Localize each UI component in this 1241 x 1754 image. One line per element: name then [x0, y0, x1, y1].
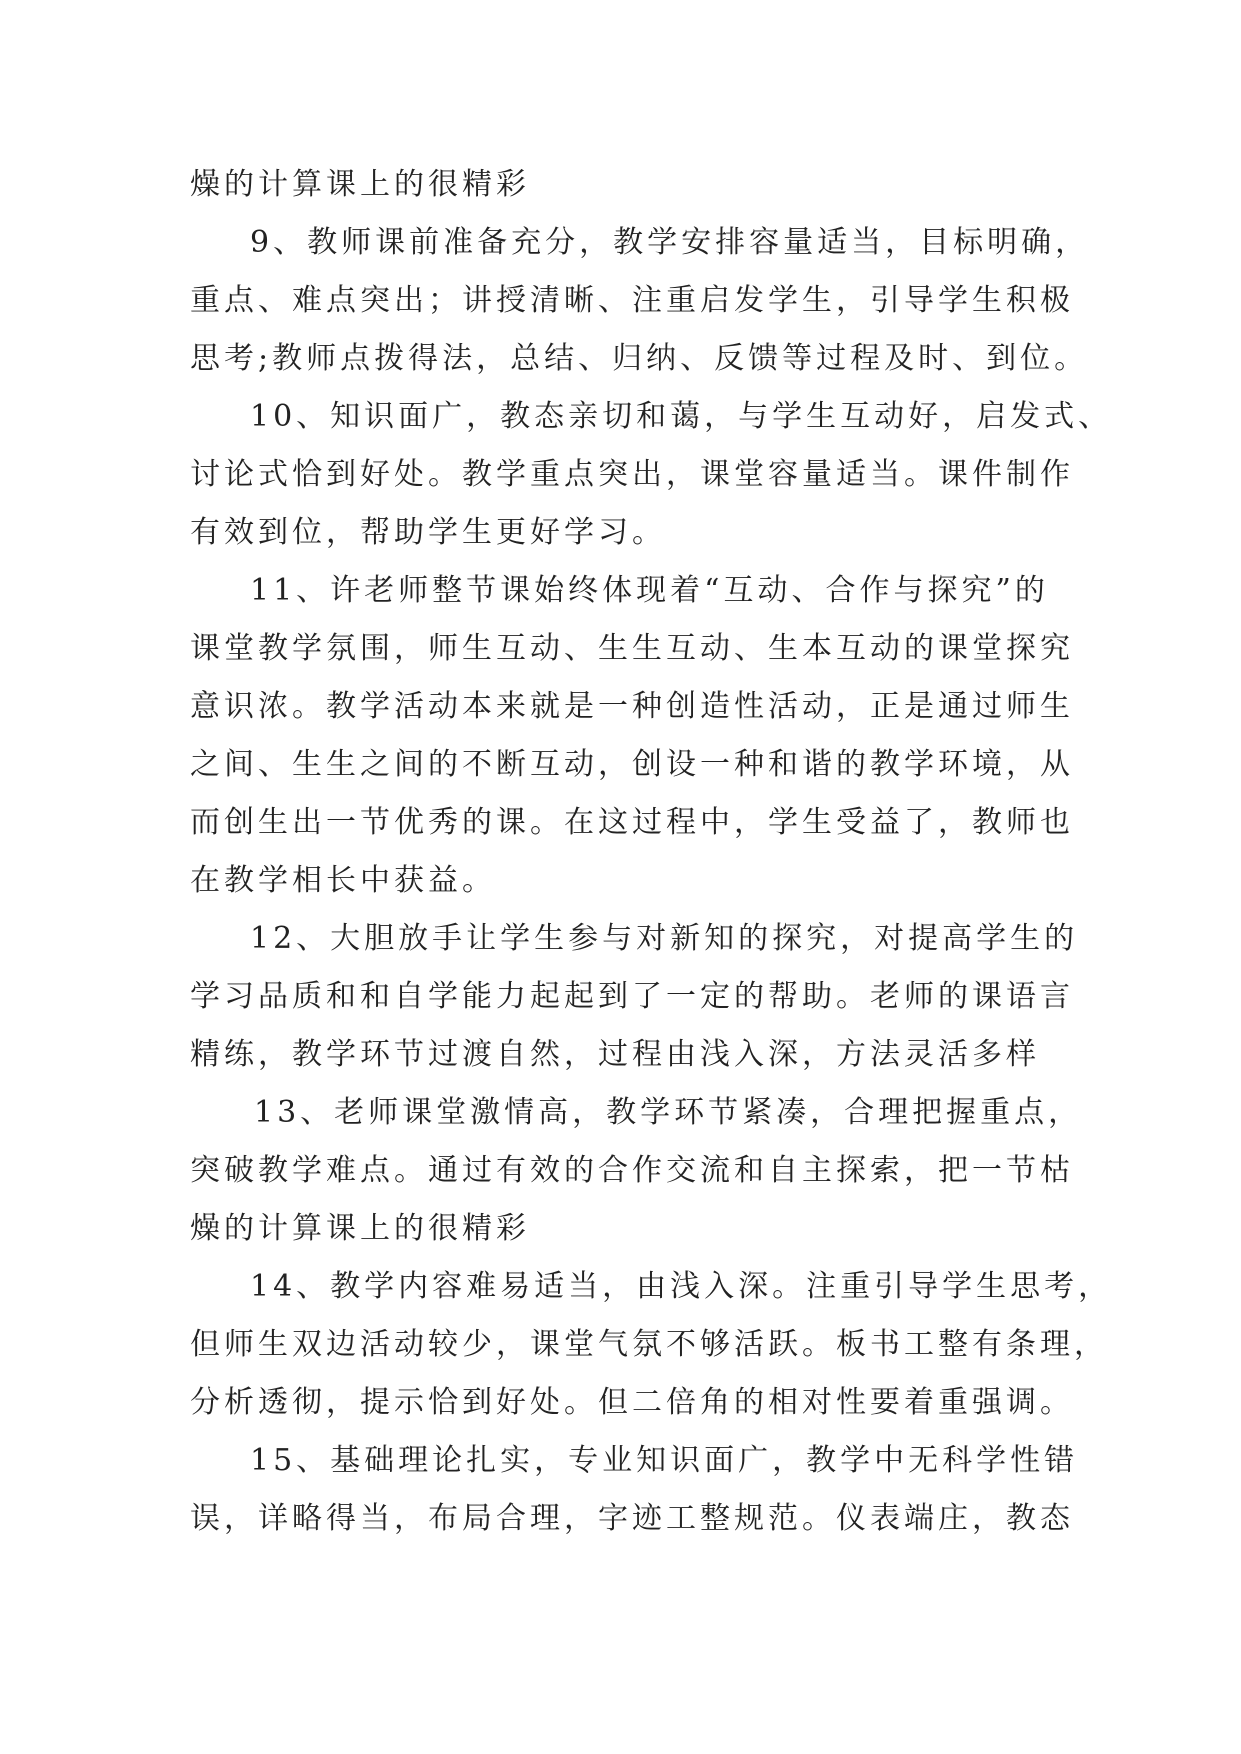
text-line: 误，详略得当，布局合理，字迹工整规范。仪表端庄，教态	[190, 1501, 1074, 1536]
paragraph-9-line: 9、教师课前准备充分，教学安排容量适当，目标明确，	[250, 225, 1090, 260]
text-line: 讨论式恰到好处。教学重点突出，课堂容量适当。课件制作	[190, 457, 1074, 492]
document-body	[190, 156, 1113, 1548]
text-line: 精练，教学环节过渡自然，过程由浅入深，方法灵活多样	[190, 1037, 1040, 1072]
paragraph-12-line: 12、大胆放手让学生参与对新知的探究，对提高学生的	[250, 921, 1079, 956]
text-line: 意识浓。教学活动本来就是一种创造性活动，正是通过师生	[190, 689, 1074, 724]
paragraph-11-line: 11、许老师整节课始终体现着“互动、合作与探究”的	[250, 573, 1049, 608]
text-line: 突破教学难点。通过有效的合作交流和自主探索，把一节枯	[190, 1153, 1074, 1188]
text-line: 学习品质和和自学能力起起到了一定的帮助。老师的课语言	[190, 979, 1074, 1014]
text-line: 燥的计算课上的很精彩	[190, 1211, 530, 1246]
text-line: 课堂教学氛围，师生互动、生生互动、生本互动的课堂探究	[190, 631, 1074, 666]
paragraph-10-line: 10、知识面广，教态亲切和蔼，与学生互动好，启发式、	[250, 399, 1113, 434]
text-line: 燥的计算课上的很精彩	[190, 167, 530, 202]
text-line: 之间、生生之间的不断互动，创设一种和谐的教学环境，从	[190, 747, 1074, 782]
text-line: 有效到位，帮助学生更好学习。	[190, 515, 666, 550]
paragraph-14-line: 14、教学内容难易适当，由浅入深。注重引导学生思考，	[250, 1269, 1113, 1304]
text-line: 而创生出一节优秀的课。在这过程中，学生受益了，教师也	[190, 805, 1074, 840]
text-line: 思考;教师点拨得法，总结、归纳、反馈等过程及时、到位。	[190, 341, 1089, 376]
paragraph-15-line: 15、基础理论扎实，专业知识面广，教学中无科学性错	[250, 1443, 1079, 1478]
text-line: 重点、难点突出；讲授清晰、注重启发学生，引导学生积极	[190, 283, 1074, 318]
text-line: 但师生双边活动较少，课堂气氛不够活跃。板书工整有条理，	[190, 1327, 1108, 1362]
text-line: 分析透彻，提示恰到好处。但二倍角的相对性要着重强调。	[190, 1385, 1074, 1420]
text-line: 在教学相长中获益。	[190, 863, 496, 898]
paragraph-13-line: 13、老师课堂激情高，教学环节紧凑，合理把握重点，	[254, 1095, 1083, 1130]
